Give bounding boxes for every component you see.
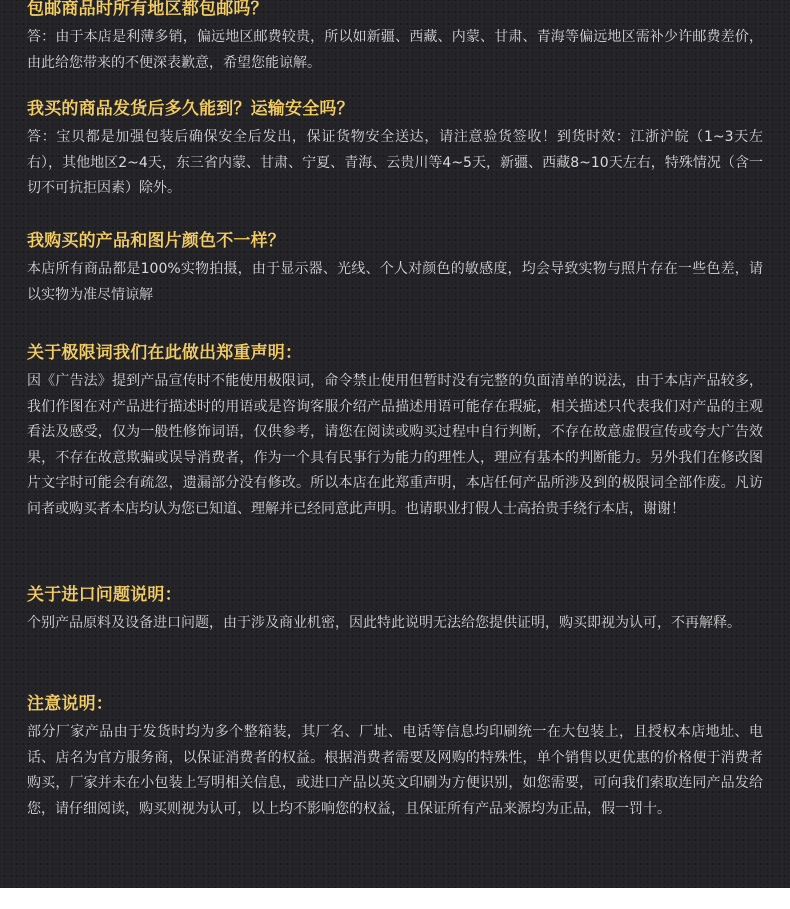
faq-question: 包邮商品时所有地区都包邮吗？ (27, 0, 268, 19)
faq-section-import-notice (27, 584, 763, 637)
faq-question: 我购买的产品和图片颜色不一样？ (27, 231, 285, 251)
faq-question: 注意说明： (27, 694, 113, 714)
faq-answer: 答：由于本店是利薄多销，偏远地区邮费较贵，所以如新疆、西藏、内蒙、甘肃、青海等偏远地区需补少许邮费差价，由此给您带来的不便深表歉意，希望您能谅解。 (27, 29, 763, 71)
faq-question: 关于进口问题说明： (27, 585, 182, 605)
faq-section-color-difference (27, 230, 763, 308)
faq-section-attention-notice (27, 693, 763, 822)
faq-section-free-shipping (27, 0, 763, 76)
footer-band (0, 888, 790, 909)
faq-answer: 本店所有商品都是100%实物拍摄，由于显示器、光线、个人对颜色的敏感度，均会导致实物与照片存在一些色差，请以实物为准尽情谅解 (27, 261, 763, 303)
faq-question: 我买的商品发货后多久能到？运输安全吗？ (27, 99, 354, 119)
faq-answer: 因《广告法》提到产品宣传时不能使用极限词，命令禁止使用但暂时没有完整的负面清单的说法，由于本店产品较多，我们作图在对产品进行描述时的用语或是咨询客服介绍产品描述用语可能存在瑕疵，相关描述只代表我们对产品的主观看法及感受，仅为一般性修饰词语，仅供参考，请您在阅读或购买过程中自行判断，不存在故意虚假宣传或夸大广告效果，不存在故意欺骗或误导消费者，作为一个具有民事行为能力的理性人，理应有基本的判断能力。另外我们在修改图片文字时可能会有疏忽，遗漏部分没有修改。所以本店在此郑重声明，本店任何产品所涉及到的极限词全部作废。凡访问者或购买者本店均认为您已知道、理解并已经同意此声明。也请职业打假人士高抬贵手绕行本店，谢谢！ (27, 373, 763, 517)
faq-answer: 个别产品原料及设备进口问题，由于涉及商业机密，因此特此说明无法给您提供证明，购买即视为认可，不再解释。 (27, 615, 741, 631)
faq-section-extreme-words-statement (27, 342, 763, 523)
faq-section-delivery-time (27, 98, 763, 202)
faq-answer: 部分厂家产品由于发货时均为多个整箱装，其厂名、厂址、电话等信息均印刷统一在大包装上，且授权本店地址、电话、店名为官方服务商，以保证消费者的权益。根据消费者需要及网购的特殊性，单个销售以更优惠的价格便于消费者购买，厂家并未在小包装上写明相关信息，或进口产品以英文印刷为方便识别，如您需要，可向我们索取连同产品发给您，请仔细阅读，购买则视为认可，以上均不影响您的权益，且保证所有产品来源均为正品，假一罚十。 (27, 724, 763, 817)
faq-question: 关于极限词我们在此做出郑重声明： (27, 343, 303, 363)
faq-answer: 答：宝贝都是加强包装后确保安全后发出，保证货物安全送达，请注意验货签收！到货时效：江浙沪皖（1~3天左右），其他地区2~4天，东三省内蒙、甘肃、宁夏、青海、云贵川等4~5天，新疆、西藏8~10天左右，特殊情况（含一切不可抗拒因素）除外。 (27, 129, 763, 197)
